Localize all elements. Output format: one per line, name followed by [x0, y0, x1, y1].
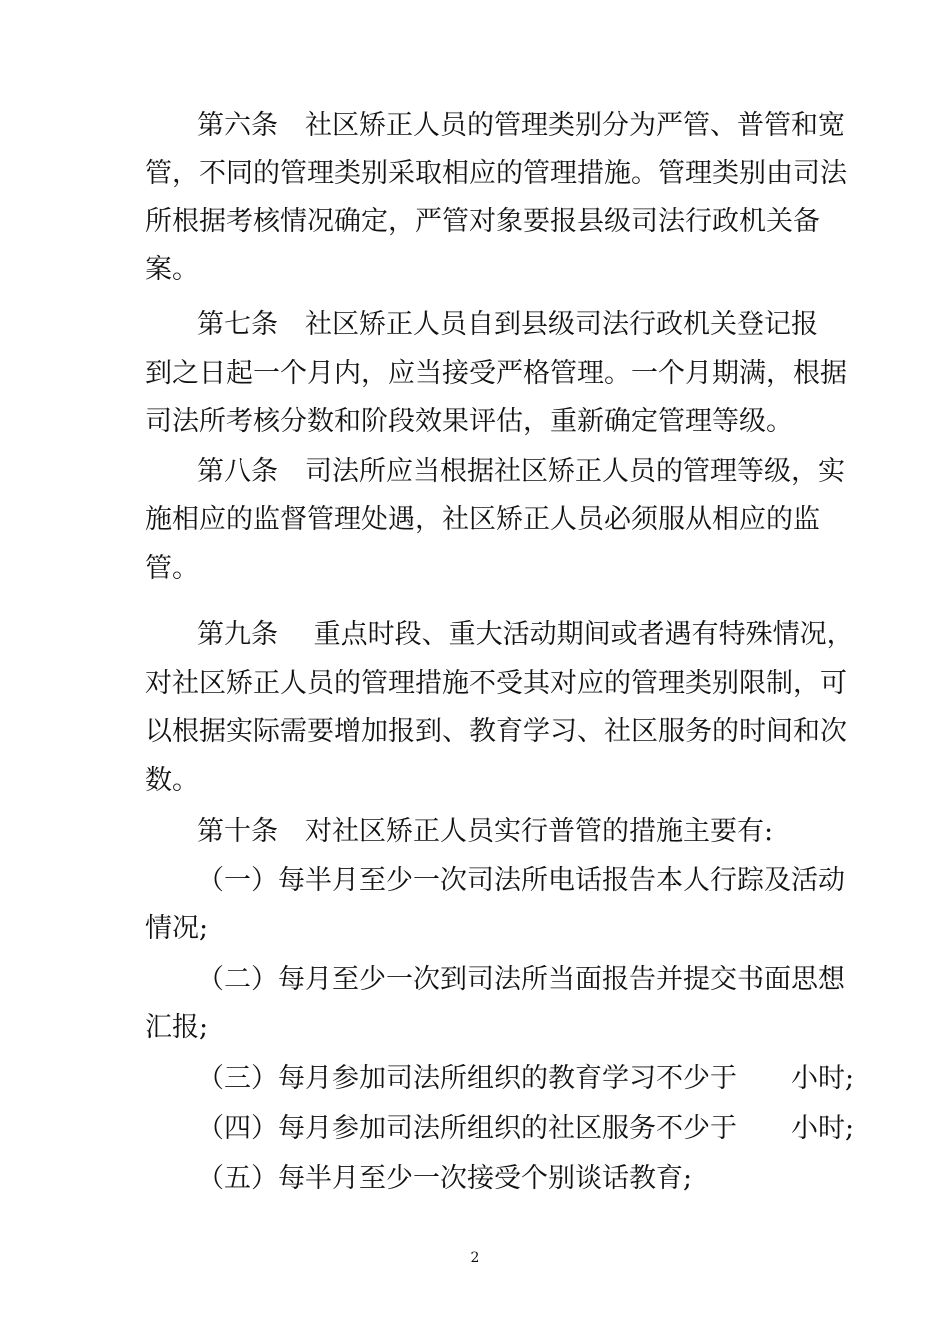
item-1-line-1: （一）每半月至少一次司法所电话报告本人行踪及活动 — [197, 865, 845, 896]
article-8-line-3: 管。 — [145, 553, 199, 584]
item-2-line-1: （二）每月至少一次到司法所当面报告并提交书面思想 — [197, 964, 845, 995]
article-6-line-2: 管，不同的管理类别采取相应的管理措施。管理类别由司法 — [145, 158, 847, 189]
article-7-line-3: 司法所考核分数和阶段效果评估，重新确定管理等级。 — [145, 406, 793, 437]
item-1-line-2: 情况; — [145, 913, 209, 944]
item-5-line-1: （五）每半月至少一次接受个别谈话教育; — [197, 1163, 693, 1194]
article-6-line-3: 所根据考核情况确定，严管对象要报县级司法行政机关备 — [145, 206, 820, 237]
item-3-line-1: （三）每月参加司法所组织的教育学习不少于 小时; — [197, 1063, 855, 1094]
article-9-line-4: 数。 — [145, 765, 199, 796]
article-6-line-4: 案。 — [145, 254, 199, 285]
item-2-line-2: 汇报; — [145, 1012, 209, 1043]
article-9-line-2: 对社区矫正人员的管理措施不受其对应的管理类别限制，可 — [145, 668, 847, 699]
article-8-line-2: 施相应的监督管理处遇，社区矫正人员必须服从相应的监 — [145, 504, 820, 535]
item-4-line-1: （四）每月参加司法所组织的社区服务不少于 小时; — [197, 1113, 855, 1144]
article-7-line-1: 第七条 社区矫正人员自到县级司法行政机关登记报 — [197, 309, 818, 340]
article-7-line-2: 到之日起一个月内，应当接受严格管理。一个月期满，根据 — [145, 358, 847, 389]
page-number: 2 — [470, 1250, 480, 1266]
article-6-line-1: 第六条 社区矫正人员的管理类别分为严管、普管和宽 — [197, 110, 845, 141]
article-9-line-1: 第九条 重点时段、重大活动期间或者遇有特殊情况， — [197, 619, 854, 650]
article-9-line-3: 以根据实际需要增加报到、教育学习、社区服务的时间和次 — [145, 716, 847, 747]
article-8-line-1: 第八条 司法所应当根据社区矫正人员的管理等级，实 — [197, 456, 845, 487]
article-10-line-1: 第十条 对社区矫正人员实行普管的措施主要有: — [197, 816, 774, 847]
